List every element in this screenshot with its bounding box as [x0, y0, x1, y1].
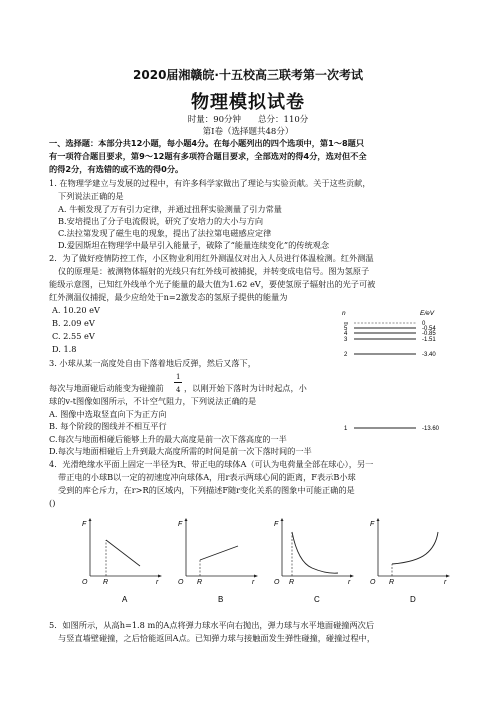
radius-mark-label: R — [197, 579, 203, 586]
graph-option-label: D — [410, 595, 416, 604]
q2-stem-line2: 仪的原理是：被测物体辐射的光线只有红外线可被捕捉，并转变成电信号。图为氢原子 — [58, 266, 370, 276]
energy-level-n: 1 — [344, 426, 348, 433]
graph-b — [178, 518, 258, 604]
q3-stem-line3: 球的v-t图像如图所示，不计空气阻力，下列说法正确的是 — [49, 396, 257, 406]
energy-level-n: 5 — [344, 326, 348, 333]
q3-fraction-denominator: 4 — [176, 386, 181, 394]
radius-mark-label: R — [389, 579, 395, 586]
graph-option-label: A — [122, 595, 128, 604]
q4-stem-line1: 4．光滑绝缘水平面上固定一半径为R、带正电的球体A（可认为电荷量全部在球心），另一 — [49, 459, 374, 469]
energy-level-value: -0.54 — [422, 326, 436, 333]
graph-a — [82, 518, 162, 604]
energy-level-n: 4 — [344, 331, 348, 338]
q3-fraction-numerator: 1 — [176, 373, 181, 381]
q2-option-a: A. 10.20 eV — [52, 305, 100, 315]
q4-graphs — [80, 518, 470, 608]
q2-option-b: B. 2.09 eV — [52, 318, 95, 328]
q3-stem-line2b: ，以刚开始下落时为计时起点，小 — [184, 383, 307, 393]
axis-f-label: F — [178, 521, 183, 528]
diagram-n-header: n — [342, 310, 346, 317]
q2-stem-line1: 2．为了做好疫情防控工作，小区物业利用红外测温仪对出入人员进行体温检测。红外测温 — [49, 253, 374, 263]
q3-option-d: D.每次与地面相碰后上升到最大高度所需的时间是前一次下落时间的一半 — [49, 446, 312, 456]
energy-level-value: -0.85 — [422, 331, 436, 338]
q3-stem-line1: 3. 小球从某一高度处自由下落着地后反弹，然后又落下， — [49, 358, 256, 368]
axis-f-label: F — [82, 521, 87, 528]
q1-option-c: C.法拉第发现了磁生电的现象，提出了法拉第电磁感应定律 — [58, 228, 272, 238]
radius-mark-label: R — [289, 579, 295, 586]
q3-fraction-bar — [174, 382, 182, 383]
axis-r-label: r — [252, 579, 255, 586]
energy-level-n: ∞ — [344, 321, 349, 328]
q1-option-d: D.爱因斯坦在物理学中最早引入能量子，破除了“能量连续变化”的传统观念 — [58, 240, 330, 250]
q3-option-b: B. 每个阶段的图线并不相互平行 — [49, 421, 167, 431]
graph-option-label: B — [218, 595, 224, 604]
origin-label: O — [178, 579, 184, 586]
axis-r-label: r — [348, 579, 351, 586]
time-info: 时量：90分钟 总分：110分 — [187, 115, 309, 125]
q1-stem-line2: 下列说法正确的是 — [58, 191, 124, 201]
axis-r-label: r — [156, 579, 159, 586]
q1-stem-line1: 1. 在物理学建立与发展的过程中，有许多科学家做出了理论与实验贡献。关于这些贡献， — [49, 178, 371, 188]
energy-level-value: -3.40 — [422, 352, 436, 359]
origin-label: O — [370, 579, 376, 586]
q1-option-a: A. 牛顿发现了万有引力定律，并通过扭秤实验测量了引力常量 — [58, 204, 282, 214]
q3-stem-line2a: 每次与地面碰后动能变为碰撞前 — [49, 383, 164, 393]
q4-stem-line2: 带正电的小球B以一定的初速度冲向球体A，用r表示两球心间的距离，F表示B小球 — [58, 472, 356, 482]
q2-option-d: D. 1.8 — [52, 344, 77, 354]
radius-mark-label: R — [103, 579, 109, 586]
energy-level-n: 3 — [344, 337, 348, 344]
diagram-e-header: E/eV — [420, 310, 435, 317]
hydrogen-energy-level-diagram — [338, 306, 446, 436]
q5-stem-line1: 5．如图所示，从高h=1.8 m的A点将弹力球水平向右抛出，弹力球与水平地面碰撞两次后 — [49, 620, 375, 630]
graph-d — [370, 518, 450, 604]
q2-stem-line4: 红外测温仪捕捉，最少应给处于n=2激发态的氢原子提供的能量为 — [49, 292, 288, 302]
section1-line1: 一、选择题：本部分共12小题，每小题4分。在每小题列出的四个选项中，第1～8题只 — [49, 138, 365, 148]
energy-level-value: -1.51 — [422, 337, 436, 344]
axis-f-label: F — [370, 521, 375, 528]
q2-stem-line3: 能级示意图，已知红外线单个光子能量的最大值为1.62 eV，要使氢原子辐射出的光子可被 — [49, 279, 376, 289]
volume-info: 第Ⅰ卷（选择题共48分） — [202, 127, 294, 137]
exam-title: 2020届湘赣皖·十五校高三联考第一次考试 — [133, 68, 363, 82]
exam-subject: 物理模拟试卷 — [191, 92, 305, 113]
energy-level-value: -13.60 — [422, 426, 440, 433]
section1-line3: 的得2分，有选错的或不选的得0分。 — [49, 164, 184, 174]
origin-label: O — [82, 579, 88, 586]
energy-level-n: 2 — [344, 352, 348, 359]
q1-option-b: B.安培提出了分子电流假说，研究了安培力的大小与方向 — [58, 216, 264, 226]
q3-option-a: A. 图像中选取竖直向下为正方向 — [49, 409, 167, 419]
energy-level-value: 0 — [422, 321, 426, 328]
q2-option-c: C. 2.55 eV — [52, 331, 95, 341]
q4-stem-line4: () — [49, 498, 56, 508]
energy-levels — [344, 321, 440, 432]
axis-f-label: F — [274, 521, 279, 528]
axis-r-label: r — [444, 579, 447, 586]
origin-label: O — [274, 579, 280, 586]
q5-stem-line2: 与竖直墙壁碰撞，之后恰能返回A点。已知弹力球与接触面发生弹性碰撞，碰撞过程中， — [58, 633, 376, 643]
section1-line2: 有一项符合题目要求，第9～12题有多项符合题目要求，全部选对的得4分，选对但不全 — [49, 151, 367, 161]
graph-c — [274, 518, 354, 604]
q3-option-c: C.每次与地面相碰后能够上升的最大高度是前一次下落高度的一半 — [49, 434, 287, 444]
graph-option-label: C — [314, 595, 320, 604]
q4-stem-line3: 受到的库仑斥力，在r>R的区域内，下列描述F随r变化关系的图象中可能正确的是 — [58, 485, 355, 495]
